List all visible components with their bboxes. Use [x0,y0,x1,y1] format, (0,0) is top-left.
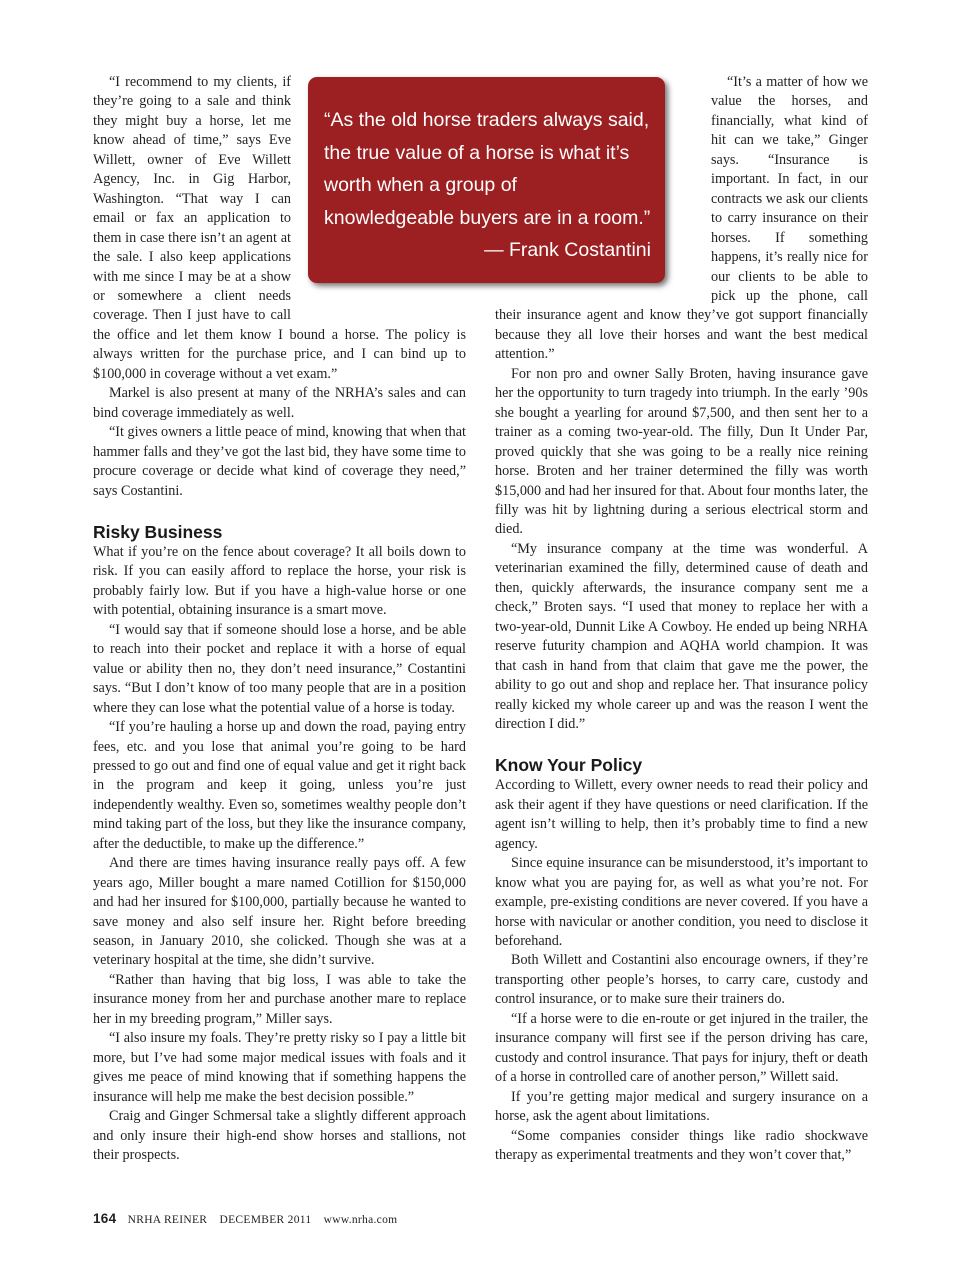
pull-quote-text: “As the old horse traders always said, the true value of a horse is what it’s worth when a group of knowledgeable buyers are in a room.” [324,109,651,229]
right-paragraph-5: Since equine insurance can be misunderstood, it’s important to know what you are paying for, as well as what you’re not. For example, pre-existing conditions are never covered. If you have a horse with navicular or another condition, you need to disclose it beforehand. [495,855,868,950]
issue-date: DECEMBER 2011 [219,1214,312,1226]
page-number: 164 [93,1211,117,1226]
right-paragraph-3: “My insurance company at the time was wonderful. A veterinarian examined the filly, determined cause of death and then, quickly afterwards, the insurance company sent me a check,” Broten says. “I used that money to replace her with a two-year-old, Dunnit Like A Cowboy. He ended up being NRHA reserve futurity champion and AQHA world champion. It was that cash in hand from that claim that gave me the power, the ability to go out and shop and replace her. That insurance policy really kicked my whole career up and was the reason I went the direction I did.” [495,540,868,732]
right-paragraph-4: According to Willett, every owner needs to read their policy and ask their agent if they have questions or need clarification. If the agent isn’t willing to help, then it’s probably time to find a new agency. [495,777,868,852]
left-paragraph-9: “I also insure my foals. They’re pretty risky so I pay a little bit more, but I’ve had some major medical issues with foals and it gives me peace of mind knowing that if something happens the insurance will help me make the best decision possible.” [93,1030,466,1105]
website-url: www.nrha.com [323,1214,398,1226]
left-paragraph-1: “I recommend to my clients, if they’re going to a sale and think they might buy a horse, let me know ahead of time,” says Eve Willett, owner of Eve Willett Agency, Inc. in Gig Harbor, Washington. “That way I can email or fax an application to them in case there isn’t an agent at the sale. I also keep applications with me since I may be at a show or somewhere a client needs coverage. Then I just have to call the office and let them know I bound a horse. The policy is always written for the purchase price, and I can bind up to $100,000 in coverage without a vet exam.” [93,74,466,382]
right-paragraph-1: “It’s a matter of how we value the horses, and financially, what kind of hit can we take,” Ginger says. “Insurance is important. In fact, in our contracts we ask our clients to carry insurance on their horses. If something happens, it’s really nice for our clients to be able to pick up the phone, call their insurance agent and know they’ve got support financially because they all love their horses and want the best medical attention.” [495,74,868,363]
left-paragraph-3: “It gives owners a little peace of mind, knowing that when that hammer falls and they’ve got the last bid, they have some time to procure coverage or decide what kind of coverage they need,” says Costantini. [93,424,466,499]
right-paragraph-2: For non pro and owner Sally Broten, having insurance gave her the opportunity to turn tragedy into triumph. In the early ’90s she bought a yearling for around $7,500, and then sent her to a trainer as a coming two-year-old. The filly, Dun It Under Par, proved quickly that she was going to be a really nice reining horse. Broten and her trainer determined the filly was worth $15,000 and had her insured for that. About four months later, the filly was hit by lightning during a serious electrical storm and died. [495,365,868,538]
magazine-name: NRHA REINER [127,1214,208,1226]
pull-quote [308,77,665,283]
right-paragraph-9: “Some companies consider things like radio shockwave therapy as experimental treatments and they won’t cover that,” [495,1127,868,1164]
left-paragraph-7: And there are times having insurance really pays off. A few years ago, Miller bought a mare named Cotillion for $150,000 and had her insured for $100,000, partially because he wanted to save money and also self insure her. Right before breeding season, in January 2010, she colicked. Though she was at a veterinary hospital at the time, she didn’t survive. [93,855,466,969]
right-paragraph-6: Both Willett and Costantini also encourage owners, if they’re transporting other people’s horses, to carry care, custody and control insurance, or to make sure their trainers do. [495,952,868,1008]
right-paragraph-8: If you’re getting major medical and surgery insurance on a horse, ask the agent about limitations. [495,1088,868,1125]
page-footer [93,1211,406,1226]
left-paragraph-8: “Rather than having that big loss, I was able to take the insurance money from her and purchase another mare to replace her in my breeding program,” Miller says. [93,971,466,1027]
left-paragraph-10: Craig and Ginger Schmersal take a slightly different approach and only insure their high-end show horses and stallions, not their prospects. [93,1108,466,1164]
heading-risky-business: Risky Business [93,521,223,542]
left-paragraph-6: “If you’re hauling a horse up and down the road, paying entry fees, etc. and you lose that animal you’re going to be hard pressed to go out and find one of equal value and get it right back in the program and keep it going, unless you’re just independently wealthy. Even so, sometimes wealthy people don’t mind taking part of the loss, but they like the insurance company, after the deductible, to make up the difference.” [93,719,466,852]
heading-know-your-policy: Know Your Policy [495,755,643,776]
left-paragraph-5: “I would say that if someone should lose a horse, and be able to reach into their pocket and replace it with a horse of equal value or ability then no, they don’t need insurance,” Costantini says. “But I don’t know of too many people that are in a position where they can lose what the potential value of a horse is today. [93,621,466,716]
right-paragraph-7: “If a horse were to die en-route or get injured in the trailer, the insurance company will first see if the person driving has care, custody and control insurance. That pays for injury, theft or death of a horse in controlled care of another person,” Willett said. [495,1010,868,1086]
left-paragraph-4: What if you’re on the fence about coverage? It all boils down to risk. If you can easily afford to replace the horse, your risk is probably fairly low. But if you have a high-value horse or one with potential, obtaining insurance is a smart move. [93,543,466,619]
pull-quote-attribution: — Frank Costantini [484,239,651,261]
left-paragraph-2: Markel is also present at many of the NRHA’s sales and can bind coverage immediately as well. [93,385,466,421]
